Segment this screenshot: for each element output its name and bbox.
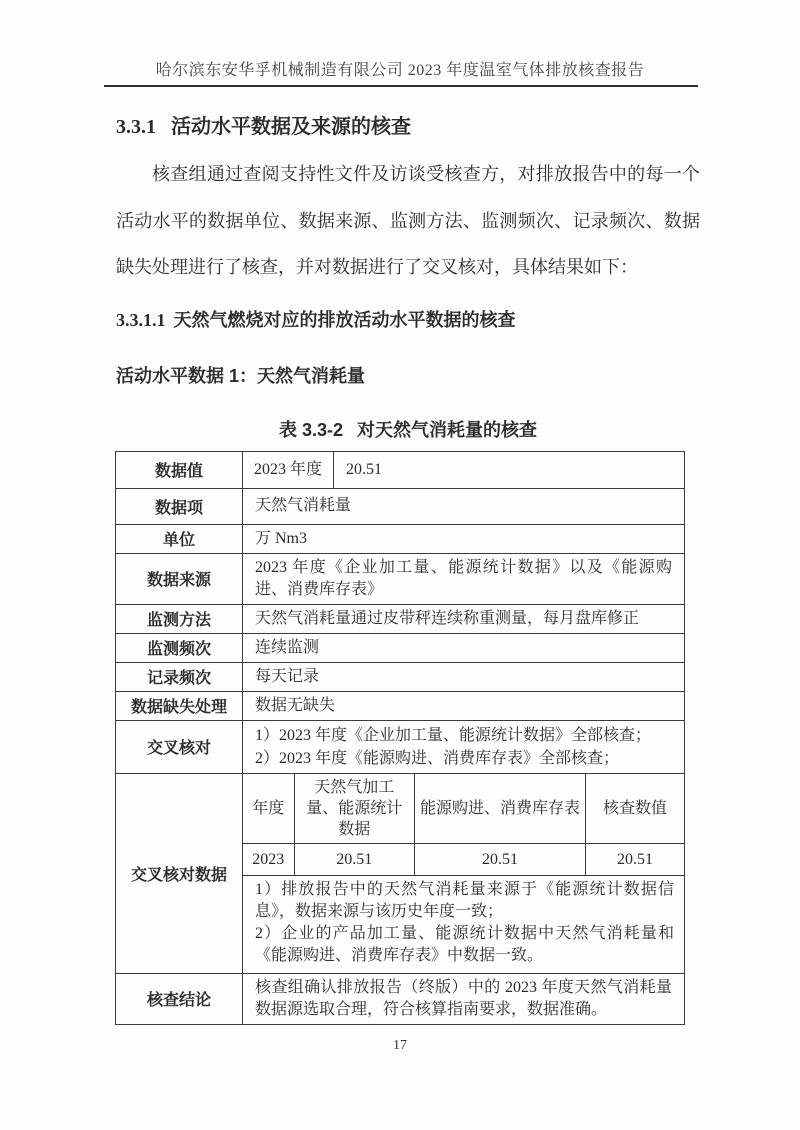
table-row-record-frequency bbox=[116, 663, 684, 692]
table-caption bbox=[116, 416, 700, 442]
row-label-data-source: 数据来源 bbox=[116, 554, 243, 604]
row-label-data-value: 数据值 bbox=[116, 452, 243, 488]
subtable-verified-value: 20.51 bbox=[617, 850, 654, 868]
header-divider bbox=[104, 85, 698, 87]
activity-data-heading: 活动水平数据 1：天然气消耗量 bbox=[116, 365, 366, 386]
section-heading-3-3-1 bbox=[116, 110, 700, 139]
row-label-cross-check-data: 交叉核对数据 bbox=[116, 774, 243, 973]
page-content bbox=[0, 110, 800, 1025]
subtable-data-row bbox=[243, 844, 684, 875]
verification-table bbox=[115, 451, 685, 1025]
page-number: 17 bbox=[393, 1038, 407, 1053]
row-label-record-frequency: 记录频次 bbox=[116, 663, 243, 691]
unit-cell: 万 Nm3 bbox=[255, 529, 308, 547]
data-source-cell: 2023 年度《企业加工量、能源统计数据》以及《能源购进、消费库存表》 bbox=[255, 558, 672, 598]
subtable-stats-value: 20.51 bbox=[295, 844, 415, 875]
cross-check-line-1: 1）2023 年度《企业加工量、能源统计数据》全部核查； bbox=[255, 726, 652, 744]
table-row-conclusion bbox=[116, 974, 684, 1024]
row-label-unit: 单位 bbox=[116, 525, 243, 553]
cross-check-data-content bbox=[243, 774, 684, 973]
section-title: 活动水平数据及来源的核查 bbox=[171, 116, 411, 138]
cross-check-notes bbox=[243, 876, 684, 973]
data-value-amount-cell: 20.51 bbox=[346, 460, 382, 478]
subsection-number: 3.3.1.1 bbox=[116, 309, 166, 330]
cross-check-subtable bbox=[243, 774, 684, 876]
cross-check-line-2: 2）2023 年度《能源购进、消费库存表》全部核查； bbox=[255, 749, 620, 767]
monitor-method-cell: 天然气消耗量通过皮带秤连续称重测量，每月盘库修正 bbox=[255, 609, 640, 627]
row-label-data-item: 数据项 bbox=[116, 489, 243, 524]
table-row-data-source bbox=[116, 554, 684, 605]
record-frequency-cell: 每天记录 bbox=[255, 667, 320, 685]
subtable-header-purchase: 能源购进、消费库存表 bbox=[415, 774, 586, 843]
monitor-frequency-cell: 连续监测 bbox=[255, 638, 320, 656]
subsection-title: 天然气燃烧对应的排放活动水平数据的核查 bbox=[173, 309, 516, 330]
cross-check-cell bbox=[255, 724, 651, 770]
table-row-monitor-frequency bbox=[116, 634, 684, 663]
intro-paragraph: 核查组通过查阅支持性文件及访谈受核查方，对排放报告中的每一个活动水平的数据单位、数据来源、监测方法、监测频次、记录频次、数据缺失处理进行了核查，并对数据进行了交叉核对，具体结果如下： bbox=[116, 164, 700, 277]
table-caption-title: 对天然气消耗量的核查 bbox=[357, 419, 538, 440]
subtable-year-value: 2023 bbox=[243, 844, 295, 875]
cross-check-note-2: 2）企业的产品加工量、能源统计数据中天然气消耗量和《能源购进、消费库存表》中数据一致。 bbox=[255, 924, 674, 964]
row-label-monitor-frequency: 监测频次 bbox=[116, 634, 243, 662]
table-row-monitor-method bbox=[116, 605, 684, 634]
table-row-missing-data bbox=[116, 692, 684, 721]
table-row-data-value bbox=[116, 452, 684, 489]
subtable-purchase-value: 20.51 bbox=[415, 844, 586, 875]
row-label-monitor-method: 监测方法 bbox=[116, 605, 243, 633]
report-header-title: 哈尔滨东安华孚机械制造有限公司 2023 年度温室气体排放核查报告 bbox=[155, 62, 645, 79]
table-row-data-item bbox=[116, 489, 684, 525]
subsection-heading-3-3-1-1 bbox=[116, 306, 700, 332]
subtable-header-stats: 天然气加工量、能源统计数据 bbox=[295, 774, 415, 843]
missing-data-cell: 数据无缺失 bbox=[255, 696, 336, 714]
row-label-cross-check: 交叉核对 bbox=[116, 721, 243, 773]
table-row-cross-check bbox=[116, 721, 684, 774]
subtable-header-year: 年度 bbox=[243, 774, 295, 843]
subtable-header-verified: 核查数值 bbox=[603, 799, 668, 817]
cross-check-note-1: 1）排放报告中的天然气消耗量来源于《能源统计数据信息》，数据来源与该历史年度一致； bbox=[255, 880, 674, 920]
conclusion-cell: 核查组确认排放报告（终版）中的 2023 年度天然气消耗量数据源选取合理，符合核算指南要求，数据准确。 bbox=[255, 978, 672, 1018]
data-item-cell: 天然气消耗量 bbox=[255, 497, 352, 514]
table-caption-number: 表 3.3-2 bbox=[278, 419, 344, 440]
subtable-header-row bbox=[243, 774, 684, 844]
row-label-conclusion: 核查结论 bbox=[116, 974, 243, 1024]
data-value-year-cell: 2023 年度 bbox=[243, 452, 334, 488]
table-row-cross-check-data bbox=[116, 774, 684, 974]
table-row-unit bbox=[116, 525, 684, 554]
page-header bbox=[0, 0, 800, 87]
row-label-missing-data: 数据缺失处理 bbox=[116, 692, 243, 720]
section-number: 3.3.1 bbox=[116, 116, 156, 138]
